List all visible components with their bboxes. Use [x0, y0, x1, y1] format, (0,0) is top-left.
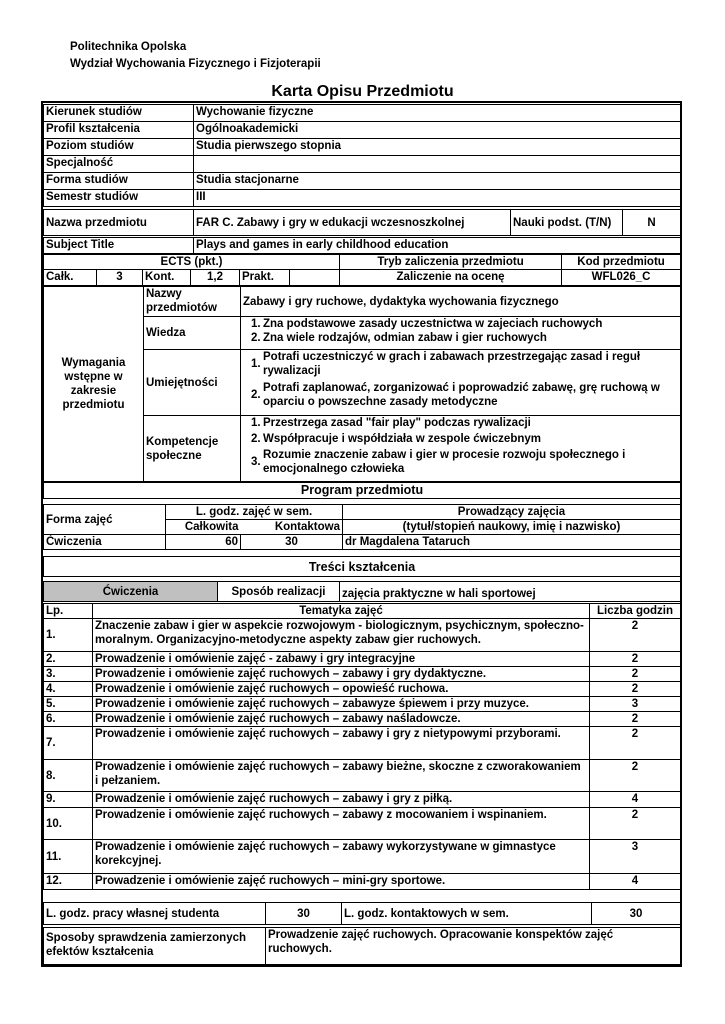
item-number: 1.: [251, 417, 261, 429]
info-value: [194, 156, 681, 173]
table-row: [44, 652, 681, 667]
row-lp: 9.: [44, 792, 93, 808]
row-hours: 2: [590, 712, 681, 727]
teacher-name: dr Magdalena Tataruch: [343, 535, 681, 550]
verification-table: [43, 927, 681, 965]
ects-total: 3: [97, 270, 143, 286]
item-number: 3.: [251, 456, 261, 468]
item-text: Przestrzega zasad "fair play" podczas rywalizacji: [263, 417, 531, 429]
method-label: Sposób realizacji: [218, 582, 340, 602]
row-topic: Prowadzenie i omówienie zajęć ruchowych – zabawy i gry dydaktyczne.: [93, 667, 590, 682]
item-text: Potrafi zaplanować, zorganizować i poprowadzić zabawę, grę ruchową w oparciu o powszechne zasady metodyczne: [263, 382, 660, 408]
table-row: [44, 667, 681, 682]
program-header: Program przedmiotu: [44, 483, 681, 499]
info-label: Semestr studiów: [44, 190, 194, 207]
prior-subjects: Zabawy i gry ruchowe, dydaktyka wychowania fizycznego: [241, 287, 681, 317]
knowledge-item: [251, 331, 678, 345]
table-row: [44, 840, 681, 874]
info-table: [43, 104, 681, 207]
row-lp: 5.: [44, 697, 93, 712]
item-text: Potrafi uczestniczyć w grach i zabawach przestrzegając zasad i reguł rywalizacji: [263, 351, 641, 377]
ects-table: [43, 254, 681, 286]
content-form: Ćwiczenia: [44, 582, 218, 602]
skills-item: [251, 381, 678, 409]
topics-table: [43, 603, 681, 890]
row-topic: Znaczenie zabaw i gier w aspekcie rozwojowym - biologicznym, psychicznym, społeczno-moralnym. Organizacyjno-metodyczne aspekty zabaw gier ruchowych.: [93, 619, 590, 652]
info-label: Profil kształcenia: [44, 122, 194, 139]
row-lp: 1.: [44, 619, 93, 652]
row-topic: Prowadzenie i omówienie zajęć ruchowych – zabawy i gry z piłką.: [93, 792, 590, 808]
row-lp: 4.: [44, 682, 93, 697]
item-number: 1.: [251, 318, 261, 330]
contact-hours: 30: [592, 903, 681, 925]
row-lp: 10.: [44, 808, 93, 840]
verification-methods: Prowadzenie zajęć ruchowych. Opracowanie konspektów zajęć ruchowych.: [266, 928, 681, 965]
table-row: [44, 874, 681, 890]
row-hours: 2: [590, 808, 681, 840]
content-header-table: [43, 556, 681, 577]
knowledge-label: Wiedza: [144, 317, 241, 350]
requirements-label: Wymagania wstępne w zakresie przedmiotu: [44, 287, 144, 482]
row-topic: Prowadzenie i omówienie zajęć - zabawy i gry integracyjne: [93, 652, 590, 667]
row-lp: 12.: [44, 874, 93, 890]
subject-name-label: Nazwa przedmiotu: [44, 210, 194, 236]
info-label: Poziom studiów: [44, 139, 194, 156]
code-header: Kod przedmiotu: [562, 255, 681, 270]
row-lp: 2.: [44, 652, 93, 667]
col-topic: Tematyka zajęć: [93, 604, 590, 619]
subject-code: WFL026_C: [562, 270, 681, 286]
ects-cont: 1,2: [191, 270, 240, 286]
self-work-label: L. godz. pracy własnej studenta: [44, 903, 266, 925]
ects-header: ECTS (pkt.): [44, 255, 340, 270]
hours-total: 60: [166, 535, 241, 550]
hours-summary-table: [43, 902, 681, 925]
requirements-table: [43, 286, 681, 482]
prior-subjects-label: Nazwy przedmiotów: [144, 287, 241, 317]
info-value: Wychowanie fizyczne: [194, 105, 681, 122]
item-text: Rozumie znaczenie zabaw i gier w procesie rozwoju społecznego i emocjonalnego człowieka: [263, 449, 626, 475]
subject-title: Plays and games in early childhood education: [194, 238, 681, 254]
col-hours: Liczba godzin: [590, 604, 681, 619]
ects-cont-label: Kont.: [143, 270, 191, 286]
item-number: 2.: [251, 332, 261, 344]
info-value: Studia stacjonarne: [194, 173, 681, 190]
subject-name: FAR C. Zabawy i gry w edukacji wczesnoszkolnej: [194, 210, 511, 236]
social-competence-label: Kompetencje społeczne: [144, 416, 241, 482]
method-table: [43, 581, 681, 602]
info-label: Forma studiów: [44, 173, 194, 190]
university-name: Politechnika Opolska: [70, 41, 187, 53]
info-value: Ogólnoakademicki: [194, 122, 681, 139]
form-value: Ćwiczenia: [44, 535, 166, 550]
content-header: Treści kształcenia: [44, 557, 681, 577]
hours-contact: 30: [241, 535, 343, 550]
row-hours: 2: [590, 727, 681, 760]
table-row: [44, 697, 681, 712]
assessment-mode: Zaliczenie na ocenę: [340, 270, 562, 286]
skills-item: [251, 350, 678, 378]
skills-label: Umiejętności: [144, 350, 241, 416]
form-label: Forma zajęć: [44, 505, 166, 535]
item-text: Współpracuje i współdziała w zespole ćwiczebnym: [263, 433, 541, 445]
row-lp: 11.: [44, 840, 93, 874]
faculty-name: Wydział Wychowania Fizycznego i Fizjoterapii: [70, 58, 321, 70]
info-label: Specjalność: [44, 156, 194, 173]
row-hours: 4: [590, 792, 681, 808]
row-topic: Prowadzenie i omówienie zajęć ruchowych – zabawy naśladowcze.: [93, 712, 590, 727]
row-hours: 3: [590, 840, 681, 874]
item-text: Zna podstawowe zasady uczestnictwa w zajeciach ruchowych: [263, 318, 603, 330]
row-topic: Prowadzenie i omówienie zajęć ruchowych – mini-gry sportowe.: [93, 874, 590, 890]
table-row: [44, 682, 681, 697]
item-text: Zna wiele rodzajów, odmian zabaw i gier ruchowych: [263, 332, 547, 344]
row-hours: 2: [590, 760, 681, 792]
table-row: [44, 792, 681, 808]
row-topic: Prowadzenie i omówienie zajęć ruchowych – zabawyze śpiewem i przy muzyce.: [93, 697, 590, 712]
ects-pract-label: Prakt.: [240, 270, 290, 286]
hours-contact-label: Kontaktowa: [241, 520, 343, 535]
method-value: zajęcia praktyczne w hali sportowej: [340, 582, 681, 602]
subject-title-table: [43, 237, 681, 254]
row-hours: 2: [590, 667, 681, 682]
subject-title-label: Subject Title: [44, 238, 194, 254]
subject-table: [43, 209, 681, 236]
social-item: [251, 416, 678, 430]
info-value: Studia pierwszego stopnia: [194, 139, 681, 156]
teacher-label: Prowadzący zajęcia: [343, 505, 681, 520]
row-topic: Prowadzenie i omówienie zajęć ruchowych – zabawy i gry z nietypowymi przyborami.: [93, 727, 590, 760]
table-row: [44, 808, 681, 840]
basic-sciences-value: N: [623, 210, 681, 236]
col-lp: Lp.: [44, 604, 93, 619]
row-lp: 6.: [44, 712, 93, 727]
row-hours: 2: [590, 652, 681, 667]
row-topic: Prowadzenie i omówienie zajęć ruchowych – opowieść ruchowa.: [93, 682, 590, 697]
social-item: [251, 432, 678, 446]
row-topic: Prowadzenie i omówienie zajęć ruchowych – zabawy wykorzystywane w gimnastyce korekcyjnej.: [93, 840, 590, 874]
ects-total-label: Całk.: [44, 270, 97, 286]
row-topic: Prowadzenie i omówienie zajęć ruchowych – zabawy z mocowaniem i wspinaniem.: [93, 808, 590, 840]
item-number: 2.: [251, 433, 261, 445]
basic-sciences-label: Nauki podst. (T/N): [511, 210, 623, 236]
table-row: [44, 760, 681, 792]
table-row: [44, 619, 681, 652]
row-hours: 3: [590, 697, 681, 712]
item-number: 1.: [251, 358, 261, 370]
row-lp: 8.: [44, 760, 93, 792]
self-work-hours: 30: [266, 903, 342, 925]
contact-hours-label: L. godz. kontaktowych w sem.: [342, 903, 592, 925]
info-value: III: [194, 190, 681, 207]
verification-label: Sposoby sprawdzenia zamierzonych efektów kształcenia: [44, 928, 266, 965]
hours-total-label: Całkowita: [166, 520, 241, 535]
knowledge-item: [251, 317, 678, 331]
ects-pract: [290, 270, 340, 286]
table-row: [44, 727, 681, 760]
social-item: [251, 448, 678, 476]
teacher-sub-label: (tytuł/stopień naukowy, imię i nazwisko): [343, 520, 681, 535]
item-number: 2.: [251, 389, 261, 401]
row-lp: 3.: [44, 667, 93, 682]
row-hours: 4: [590, 874, 681, 890]
hours-label: L. godz. zajęć w sem.: [166, 505, 343, 520]
table-row: [44, 712, 681, 727]
mode-header: Tryb zaliczenia przedmiotu: [340, 255, 562, 270]
program-header-table: [43, 482, 681, 499]
row-hours: 2: [590, 619, 681, 652]
page-title: Karta Opisu Przedmiotu: [271, 83, 454, 100]
row-hours: 2: [590, 682, 681, 697]
program-table: [43, 504, 681, 550]
row-lp: 7.: [44, 727, 93, 760]
row-topic: Prowadzenie i omówienie zajęć ruchowych – zabawy bieżne, skoczne z czworakowaniem i pełzaniem.: [93, 760, 590, 792]
info-label: Kierunek studiów: [44, 105, 194, 122]
